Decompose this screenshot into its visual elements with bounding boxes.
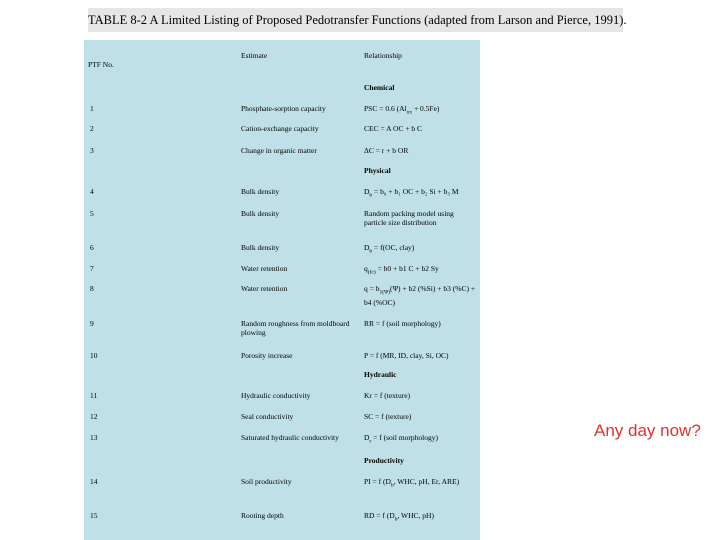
- row-relationship: $D_b = f(OC$, clay): [364, 243, 415, 255]
- row-estimate: Rooting depth: [241, 511, 284, 520]
- row-no: 1: [90, 104, 94, 113]
- row-estimate: Porosity increase: [241, 351, 293, 360]
- row-relationship: Random packing model using particle size distribution: [364, 209, 454, 227]
- row-relationship: RR = f (soil morphology): [364, 319, 441, 328]
- row-no: 9: [90, 319, 94, 328]
- row-estimate: Water retention: [241, 264, 288, 273]
- row-relationship: $D_b = b_0 + b_1$ OC + b₂ Si + b₃ M: [364, 187, 459, 199]
- row-estimate: Bulk density: [241, 243, 280, 252]
- row-no: 11: [90, 391, 98, 400]
- row-relationship: ΔC = r + b OR: [364, 146, 409, 155]
- row-estimate: Change in organic matter: [241, 146, 317, 155]
- row-estimate: Random roughness from moldboard plowing: [241, 319, 350, 337]
- row-relationship: P = f (MR, ID, clay, Si, OC): [364, 351, 449, 360]
- row-no: 12: [90, 412, 98, 421]
- row-relationship: RD = f ($D_b$, WHC, pH): [364, 511, 434, 523]
- row-no: 15: [90, 511, 98, 520]
- row-estimate: Water retention: [241, 284, 288, 293]
- row-no: 8: [90, 284, 94, 293]
- row-relationship: SC = f (texture): [364, 412, 412, 421]
- row-relationship: CEC = A OC + b C: [364, 124, 423, 133]
- row-estimate: Bulk density: [241, 187, 280, 196]
- row-relationship: $q_{(fc)} = b0 + b1$ C + b2 Sy: [364, 264, 439, 276]
- row-no: 13: [90, 433, 98, 442]
- header-estimate: Estimate: [241, 51, 268, 60]
- row-no: 10: [90, 351, 98, 360]
- row-no: 14: [90, 477, 98, 486]
- header-relationship: Relationship: [364, 51, 402, 60]
- section-physical: Physical: [364, 166, 391, 175]
- section-productivity: Productivity: [364, 456, 404, 465]
- row-relationship: $D_r = f$ (soil morphology): [364, 433, 438, 445]
- row-relationship: PSC = 0.6 $(Al_{ox} + 0.5Fe)$: [364, 104, 440, 116]
- row-no: 2: [90, 124, 94, 133]
- header-ptf-no: PTF No.: [88, 60, 114, 69]
- annotation-note: Any day now?: [594, 421, 701, 440]
- row-no: 3: [90, 146, 94, 155]
- row-estimate: Bulk density: [241, 209, 280, 218]
- row-relationship: $q = b_{1(\Psi)}(\Psi) + b2$ (%Si) + b3 (%C) + b4 (%OC): [364, 284, 476, 307]
- row-estimate: Phosphate-sorption capacity: [241, 104, 326, 113]
- row-no: 6: [90, 243, 94, 252]
- row-relationship: Kr = f (texture): [364, 391, 411, 400]
- section-hydraulic: Hydraulic: [364, 370, 397, 379]
- row-estimate: Seal conductivity: [241, 412, 294, 421]
- row-no: 7: [90, 264, 94, 273]
- table-caption: TABLE 8-2 A Limited Listing of Proposed Pedotransfer Functions (adapted from Larson and Pierce, 1991).: [88, 8, 623, 32]
- row-estimate: Saturated hydraulic conductivity: [241, 433, 339, 442]
- row-estimate: Soil productivity: [241, 477, 292, 486]
- row-estimate: Hydraulic conductivity: [241, 391, 311, 400]
- section-chemical: Chemical: [364, 83, 395, 92]
- row-no: 4: [90, 187, 94, 196]
- row-estimate: Cation-exchange capacity: [241, 124, 319, 133]
- row-no: 5: [90, 209, 94, 218]
- row-relationship: PI = f ($D_b$, WHC, pH, Er, ARE): [364, 477, 460, 489]
- table-panel: [84, 40, 480, 540]
